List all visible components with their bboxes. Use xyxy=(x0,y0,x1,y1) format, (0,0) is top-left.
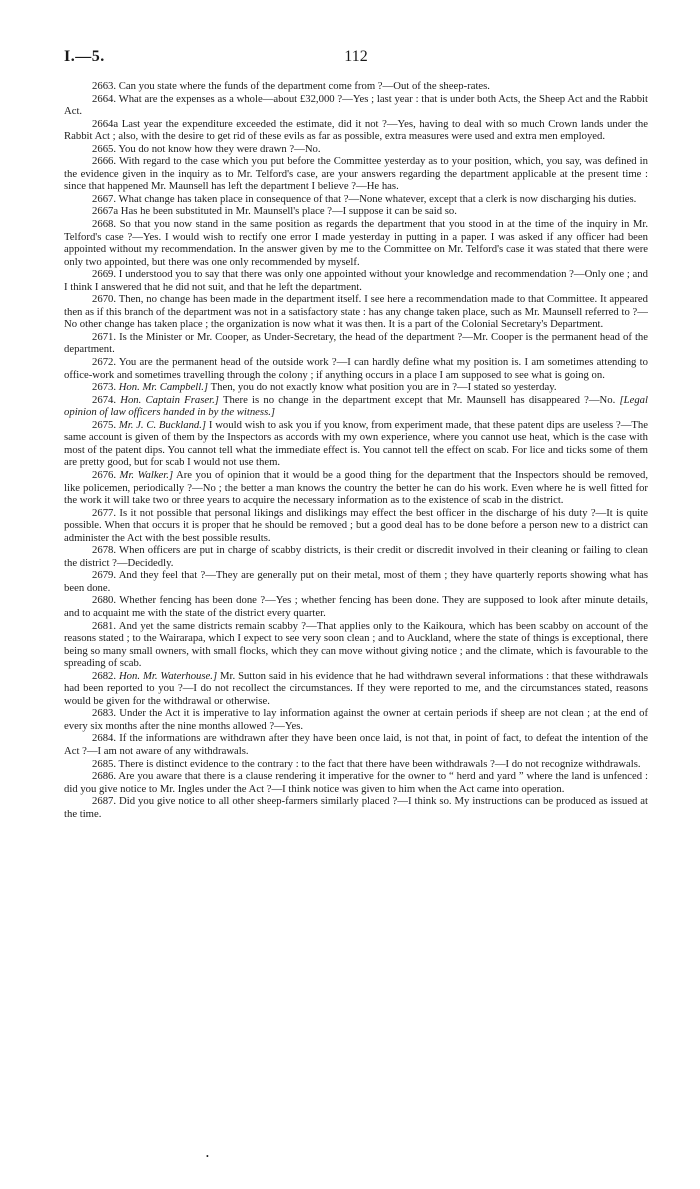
speaker-name: Hon. Mr. Campbell.] xyxy=(118,381,209,394)
question-number: 2672. xyxy=(92,356,117,369)
speaker-name: Hon. Captain Fraser.] xyxy=(120,393,219,406)
question-answer-text: There is distinct evidence to the contrary : to the fact that there have been withdrawals ?—I do not recognize withdrawals. xyxy=(118,757,641,770)
qa-paragraph xyxy=(64,707,648,732)
question-answer-text: Is the Minister or Mr. Cooper, as Under-Secretary, the head of the department ?—Mr. Cooper is the permanent head of the department. xyxy=(64,330,649,356)
question-answer-text: If the informations are withdrawn after they have been once laid, is not that, in point of fact, to defeat the intention of the Act ?—I am not aware of any withdrawals. xyxy=(64,732,649,757)
question-number: 2671. xyxy=(92,330,117,343)
question-answer-text: You do not know how they were drawn ?—No. xyxy=(118,142,321,155)
qa-paragraph xyxy=(64,394,648,419)
question-number: 2667. xyxy=(92,192,117,205)
qa-paragraph xyxy=(64,193,648,206)
qa-paragraph xyxy=(64,770,648,795)
question-number: 2679. xyxy=(92,569,117,582)
question-number: 2670. xyxy=(92,293,117,306)
qa-paragraph xyxy=(64,544,648,569)
question-answer-text: Mr. Sutton said in his evidence that he had withdrawn several informations : that these withdrawals had been reported to you ?—I do not recollect the circumstances. If they were reported to me, and the circumstances stated, reasons would be given for the withdrawal or otherwise. xyxy=(64,669,649,707)
question-number: 2666. xyxy=(92,155,117,168)
question-answer-text: I would wish to ask you if you know, from experiment made, that these patent dips are useless ?—The same account is given of them by the Inspectors as accords with my own experience, where you cannot use heat, which is the case with most of the patent dips. You cannot tell what the immediate effect is. You cannot tell the effect on scab. For lice and ticks some of them are pretty good, but for scab I would not use them. xyxy=(64,418,649,469)
question-answer-text: Then, you do not exactly know what position you are in ?—I stated so yesterday. xyxy=(210,381,557,394)
question-answer-text: Last year the expenditure exceeded the estimate, did it not ?—Yes, having to deal with so much Crown lands under the Rabbit Act ; also, with the desire to get rid of these evils as far as possible, extra measures were used and extra men employed. xyxy=(64,117,649,143)
question-number: 2675. xyxy=(92,418,117,431)
question-answer-text: You are the permanent head of the outside work ?—I can hardly define what my position is. I am sometimes attending to office-work and sometimes travelling through the colony ; if anything occurs in a place I am supposed to see what is going on. xyxy=(64,356,648,381)
speaker-name: Mr. J. C. Buckland.] xyxy=(118,418,207,431)
question-number: 2668. xyxy=(92,218,117,231)
question-answer-text: I understood you to say that there was only one appointed without your knowledge and recommendation ?—Only one ; and I think I answered that he did not suit, and that he left the department. xyxy=(64,268,648,293)
qa-paragraph xyxy=(64,381,648,394)
qa-paragraph xyxy=(64,594,648,619)
question-number: 2664a xyxy=(92,117,119,130)
question-answer-text: What change has taken place in consequence of that ?—None whatever, except that a clerk is now discharging his duties. xyxy=(118,192,637,205)
page-number: 112 xyxy=(344,48,368,65)
question-number: 2677. xyxy=(92,506,117,519)
question-number: 2682. xyxy=(92,669,117,682)
question-number: 2687. xyxy=(92,795,117,808)
question-answer-text: There is no change in the department except that Mr. Maunsell has disappeared ?—No. xyxy=(222,393,616,406)
question-number: 2681. xyxy=(92,619,117,632)
question-number: 2678. xyxy=(92,544,117,557)
speaker-name: Hon. Mr. Waterhouse.] xyxy=(118,669,218,682)
qa-paragraph xyxy=(64,469,648,507)
qa-paragraph xyxy=(64,419,648,469)
question-number: 2676. xyxy=(92,468,117,481)
qa-paragraph xyxy=(64,758,648,771)
speaker-name: Mr. Walker.] xyxy=(119,468,174,481)
question-number: 2674. xyxy=(92,393,117,406)
qa-paragraph xyxy=(64,569,648,594)
question-answer-text: Whether fencing has been done ?—Yes ; whether fencing has been done. They are supposed to look after minute details, and to acquaint me with the state of the district every quarter. xyxy=(64,594,648,619)
stray-dot: • xyxy=(206,1152,209,1161)
question-answer-text: Then, no change has been made in the department itself. I see here a recommendation made to that Committee. It appeared then as if this branch of the department was not in a satisfactory state : has any change taken place, such as Mr. Maunsell referred to ?—No other change has taken place ; the organization is now what it was then. It is a part of the Colonial Secretary's Department. xyxy=(64,293,649,331)
document-body xyxy=(64,80,648,820)
qa-paragraph xyxy=(64,268,648,293)
qa-paragraph xyxy=(64,93,648,118)
question-number: 2683. xyxy=(92,707,117,720)
qa-paragraph xyxy=(64,670,648,708)
question-number: 2663. xyxy=(92,80,117,92)
question-answer-text: Are you of opinion that it would be a good thing for the department that the Inspectors should be removed, like policemen, periodically ?—No ; the better a man knows the country the better he can do his work. Even where he is well fitted for the work it will take two or three years to acquire the necessary information as to the existence of scab in the district. xyxy=(64,468,648,507)
qa-paragraph xyxy=(64,356,648,381)
question-number: 2684. xyxy=(92,732,117,745)
question-answer-text: Can you state where the funds of the department come from ?—Out of the sheep-rates. xyxy=(118,80,490,92)
question-number: 2680. xyxy=(92,594,117,607)
qa-paragraph xyxy=(64,155,648,193)
question-number: 2667a xyxy=(92,205,119,218)
qa-paragraph xyxy=(64,205,648,218)
question-number: 2665. xyxy=(92,142,117,155)
question-answer-text: Has he been substituted in Mr. Maunsell's place ?—I suppose it can be said so. xyxy=(120,205,457,218)
question-answer-text: When officers are put in charge of scabby districts, is their credit or discredit involved in their cleaning or failing to clean the district ?—Decidedly. xyxy=(64,544,648,569)
qa-paragraph xyxy=(64,331,648,356)
question-answer-text: So that you now stand in the same position as regards the department that you stood in at the time of the inquiry in Mr. Telford's case ?—Yes. I would wish to rectify one error I made yesterday in putting in a paper. I was asked if any officer had been appointed without my recommendation. In the answer given by me to the Committee on Mr. Telford's case it was stated that there were only two appointed, but there was one only recommended by myself. xyxy=(64,218,649,268)
editorial-note: [Legal opinion of law officers handed in by the witness.] xyxy=(64,393,648,419)
question-answer-text: And they feel that ?—They are generally put on their metal, most of them ; they have quarterly reports showing what has been done. xyxy=(64,569,648,594)
question-number: 2686. xyxy=(92,770,117,783)
question-number: 2669. xyxy=(92,268,117,281)
qa-paragraph xyxy=(64,507,648,545)
question-number: 2664. xyxy=(92,92,117,105)
qa-paragraph xyxy=(64,620,648,670)
question-answer-text: Under the Act it is imperative to lay information against the owner at certain periods if sheep are not clean ; at the end of every six months after the nine months allowed ?—Yes. xyxy=(64,707,649,732)
page-header xyxy=(64,48,648,70)
question-answer-text: Is it not possible that personal likings and dislikings may effect the best officer in the discharge of his duty ?—It is quite possible. When that occurs it is proper that he should be removed ; but a good deal has to be done before a person new to a district can administer the Act with the best possible results. xyxy=(64,506,648,544)
question-answer-text: And yet the same districts remain scabby ?—That applies only to the Kaikoura, which has been scabby on account of the reasons stated ; to the Wairarapa, which I expect to see very soon clean ; and to Auckland, where the state of things is exceptional, there being so many small owners, with small flocks, which they can move without giving notice ; and the climate, which is favourable to the spreading of scab. xyxy=(64,619,648,670)
question-answer-text: Are you aware that there is a clause rendering it imperative for the owner to “ herd and yard ” where the land is unfenced : did you give notice to Mr. Ingles under the Act ?—I think notice was given to him when the Act came into operation. xyxy=(64,770,648,795)
qa-paragraph xyxy=(64,795,648,820)
question-number: 2673. xyxy=(92,381,117,394)
qa-paragraph xyxy=(64,118,648,143)
question-answer-text: Did you give notice to all other sheep-farmers similarly placed ?—I think so. My instructions can be produced as issued at the time. xyxy=(64,795,648,820)
qa-paragraph xyxy=(64,293,648,331)
qa-paragraph xyxy=(64,218,648,268)
question-number: 2685. xyxy=(92,757,117,770)
question-answer-text: What are the expenses as a whole—about £32,000 ?—Yes ; last year : that is under both Acts, the Sheep Act and the Rabbit Act. xyxy=(64,92,648,118)
qa-paragraph xyxy=(64,80,648,93)
document-reference: I.—5. xyxy=(64,48,105,65)
qa-paragraph xyxy=(64,143,648,156)
qa-paragraph xyxy=(64,732,648,757)
question-answer-text: With regard to the case which you put before the Committee yesterday as to your position, which, you say, was defined in the evidence given in the inquiry as to Mr. Telford's case, are your answers regarding the department applicable at the present time : since that happened Mr. Maunsell has left the department I believe ?—He has. xyxy=(64,155,648,193)
